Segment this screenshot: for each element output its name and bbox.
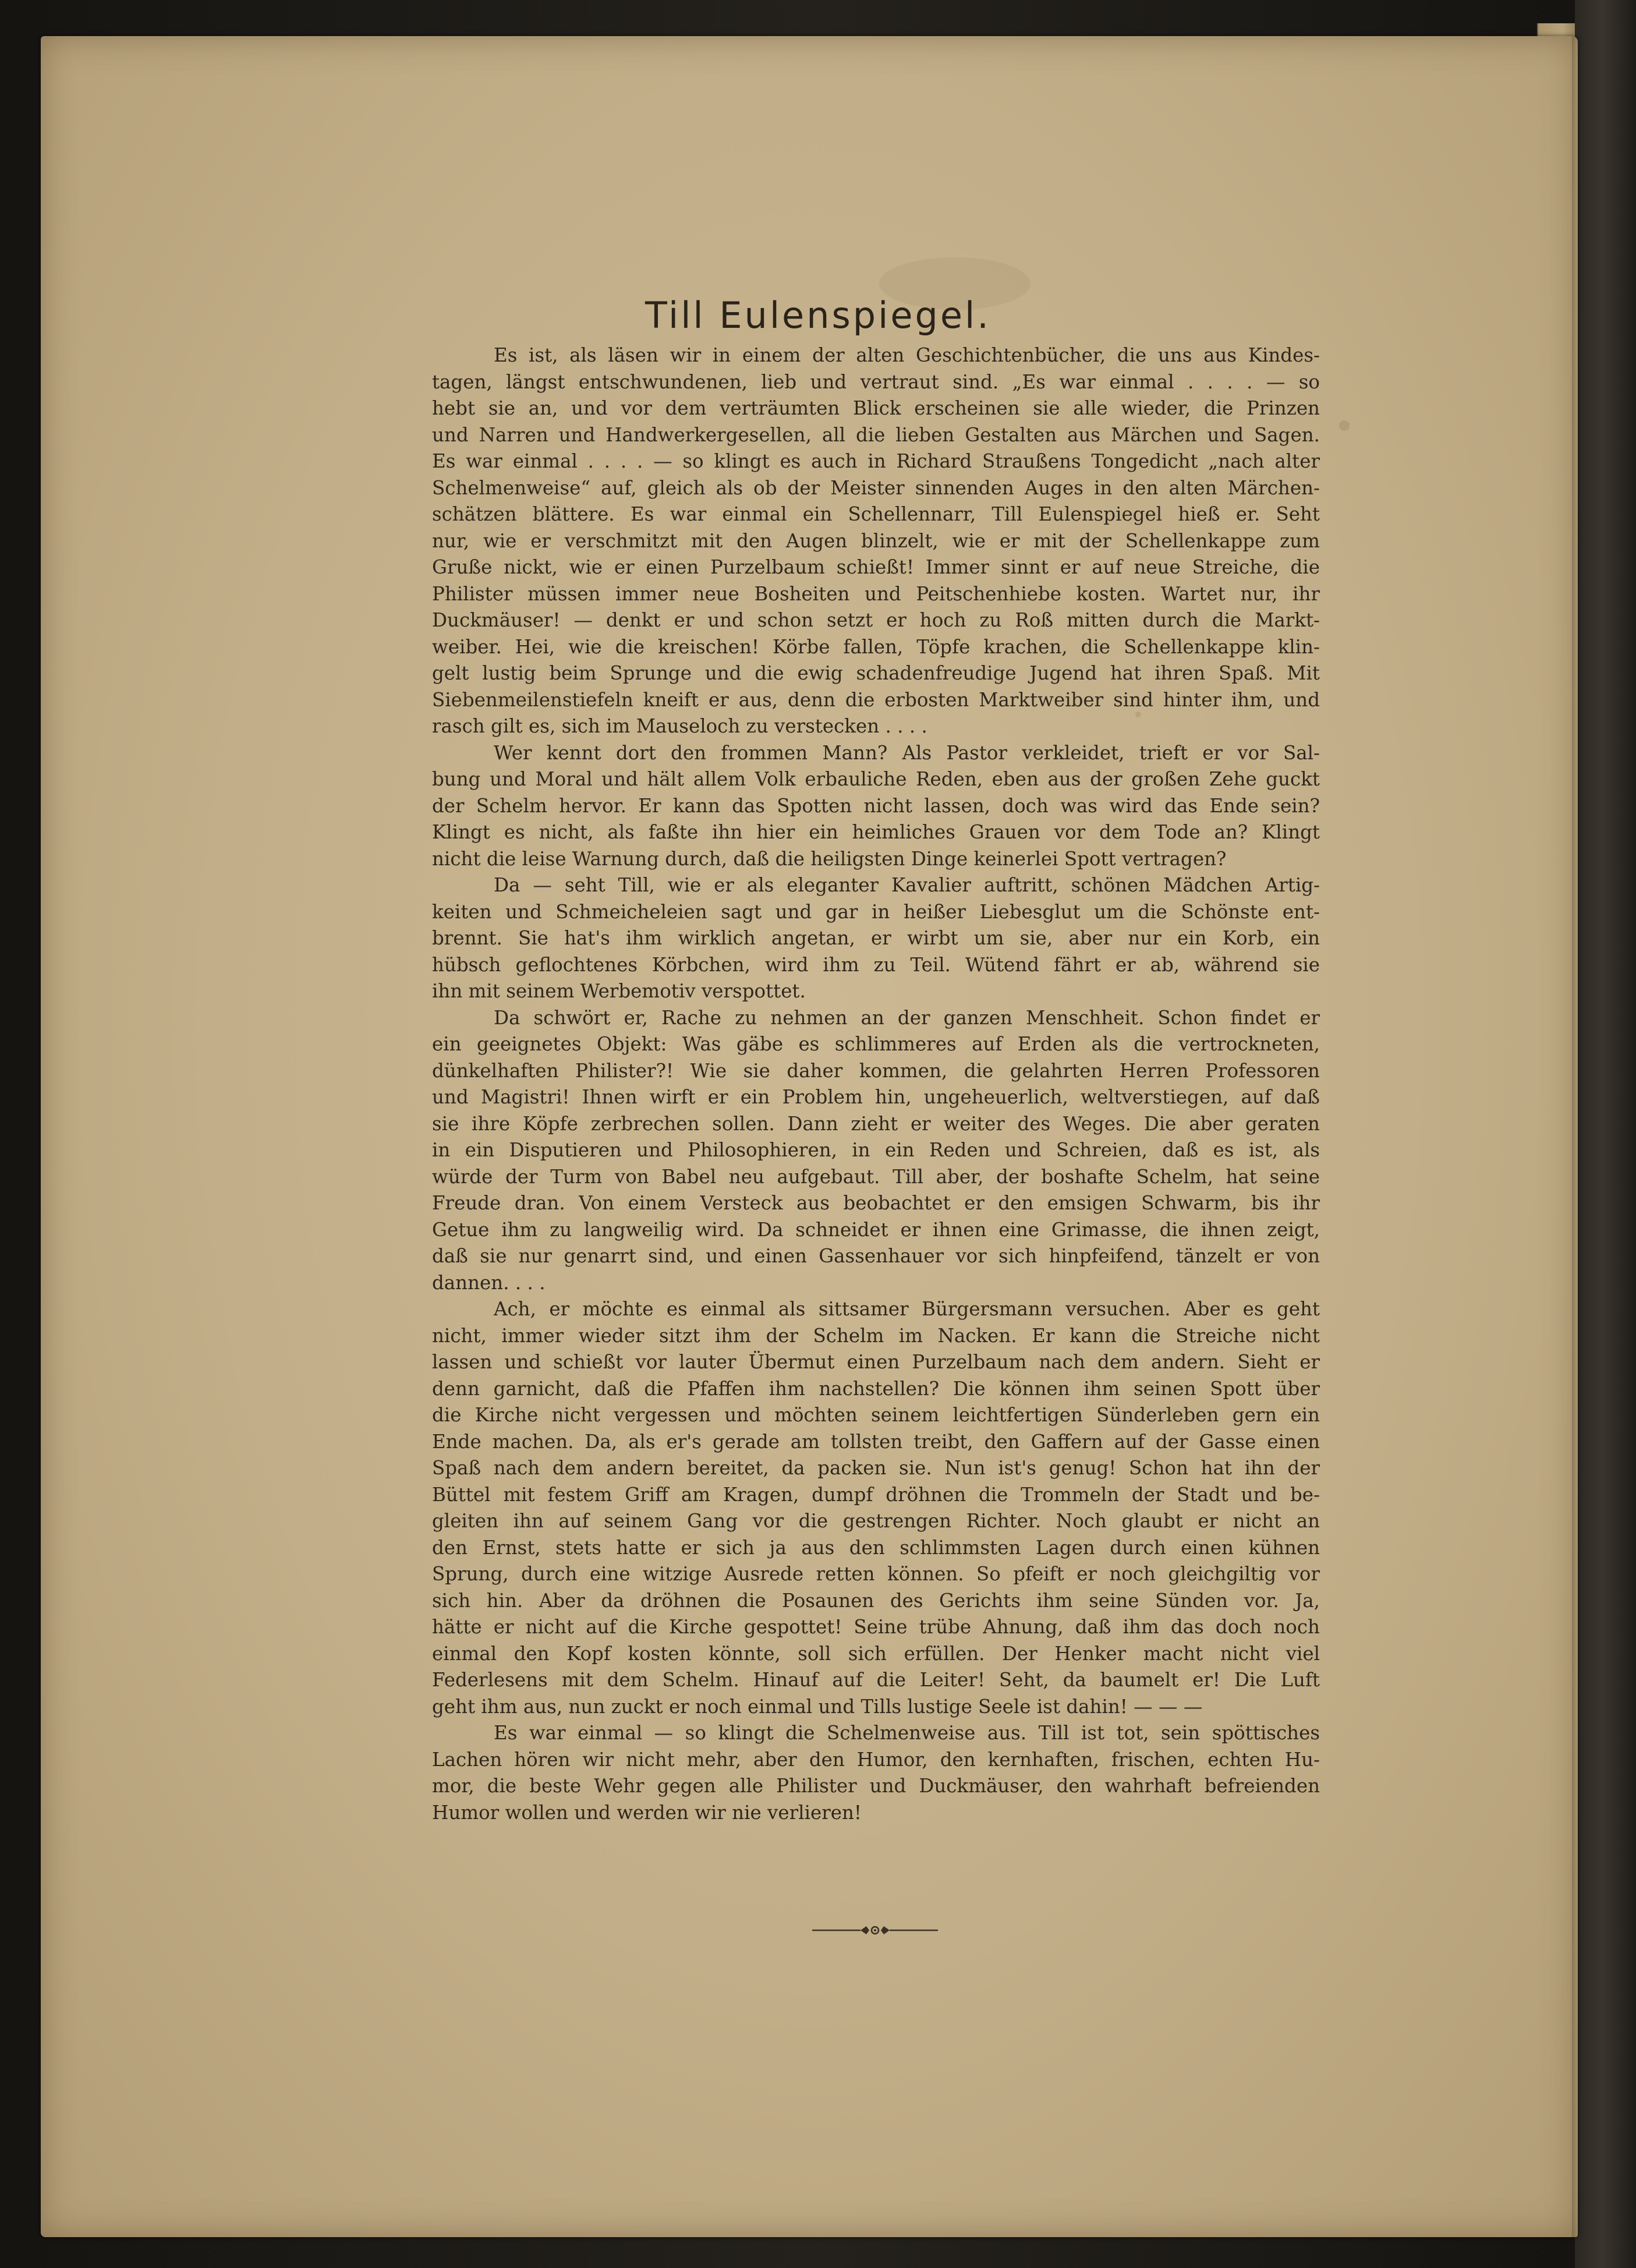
text-line: gleiten ihn auf seinem Gang vor die gestrengen Richter. Noch glaubt er nicht an [432, 1510, 1320, 1532]
text-line: Da schwört er, Rache zu nehmen an der ganzen Menschheit. Schon findet er [494, 1006, 1320, 1029]
text-line: hübsch geflochtenes Körbchen, wird ihm zu Teil. Wütend fährt er ab, während sie [432, 953, 1320, 976]
text-line: und Magistri! Ihnen wirft er ein Problem hin, ungeheuerlich, weltverstiegen, auf daß [432, 1086, 1320, 1108]
text-line: geht ihm aus, nun zuckt er noch einmal und Tills lustige Seele ist dahin! — — — [432, 1695, 1203, 1718]
text-line: Wer kennt dort den frommen Mann? Als Pastor verkleidet, trieft er vor Sal- [494, 741, 1320, 764]
text-line: sie ihre Köpfe zerbrechen sollen. Dann zieht er weiter des Weges. Die aber geraten [432, 1112, 1320, 1135]
text-line: Büttel mit festem Griff am Kragen, dumpf dröhnen die Trommeln der Stadt und be- [432, 1483, 1320, 1506]
paper-stain [1339, 420, 1350, 431]
text-line: Federlesens mit dem Schelm. Hinauf auf die Leiter! Seht, da baumelt er! Die Luft [432, 1669, 1320, 1691]
text-line: Freude dran. Von einem Versteck aus beobachtet er den emsigen Schwarm, bis ihr [432, 1192, 1320, 1214]
text-line: Sprung, durch eine witzige Ausrede retten können. So pfeift er noch gleichgiltig vor [432, 1563, 1320, 1585]
text-line: würde der Turm von Babel neu aufgebaut. Till aber, der boshafte Schelm, hat seine [432, 1165, 1320, 1188]
text-line: keiten und Schmeicheleien sagt und gar in heißer Liebesglut um die Schönste ent- [432, 900, 1320, 923]
text-line: ein geeignetes Objekt: Was gäbe es schlimmeres auf Erden als die vertrockneten, [432, 1033, 1320, 1055]
page-fold-shadow [1572, 36, 1577, 2237]
text-line: dannen. . . . [432, 1271, 546, 1294]
text-line: mor, die beste Wehr gegen alle Philister und Duckmäuser, den wahrhaft befreienden [432, 1775, 1320, 1797]
text-line: gelt lustig beim Sprunge und die ewig schadenfreudige Jugend hat ihren Spaß. Mit [432, 662, 1320, 684]
text-line: nur, wie er verschmitzt mit den Augen blinzelt, wie er mit der Schellenkappe zum [432, 529, 1320, 552]
text-line: Siebenmeilenstiefeln kneift er aus, denn die erbosten Marktweiber sind hinter ihm, und [432, 688, 1320, 711]
text-line: ihn mit seinem Werbemotiv verspottet. [432, 980, 806, 1002]
text-line: Es war einmal . . . . — so klingt es auch in Richard Straußens Tongedicht „nach alter [432, 450, 1320, 472]
text-line: Es ist, als läsen wir in einem der alten Geschichtenbücher, die uns aus Kindes- [494, 344, 1320, 366]
text-line: lassen und schießt vor lauter Übermut einen Purzelbaum nach dem andern. Sieht er [432, 1351, 1320, 1373]
text-line: Philister müssen immer neue Bosheiten und Peitschenhiebe kosten. Wartet nur, ihr [432, 582, 1320, 605]
text-line: rasch gilt es, sich im Mauseloch zu verstecken . . . . [432, 715, 927, 737]
text-line: weiber. Hei, wie die kreischen! Körbe fallen, Töpfe krachen, die Schellenkappe klin- [432, 635, 1320, 658]
text-line: daß sie nur genarrt sind, und einen Gassenhauer vor sich hinpfeifend, tänzelt er von [432, 1245, 1320, 1267]
text-line: sich hin. Aber da dröhnen die Posaunen des Gerichts ihm seine Sünden vor. Ja, [432, 1589, 1320, 1612]
text-line: Es war einmal — so klingt die Schelmenweise aus. Till ist tot, sein spöttisches [494, 1722, 1320, 1744]
text-line: brennt. Sie hat's ihm wirklich angetan, er wirbt um sie, aber nur ein Korb, ein [432, 927, 1320, 949]
end-ornament-icon [811, 1922, 939, 1939]
text-line: nicht die leise Warnung durch, daß die heiligsten Dinge keinerlei Spott vertragen? [432, 847, 1227, 870]
text-line: Humor wollen und werden wir nie verlieren! [432, 1801, 862, 1824]
text-line: die Kirche nicht vergessen und möchten seinem leichtfertigen Sünderleben gern ein [432, 1404, 1320, 1426]
text-line: dünkelhaften Philister?! Wie sie daher kommen, die gelahrten Herren Professoren [432, 1059, 1320, 1082]
text-line: Lachen hören wir nicht mehr, aber den Humor, den kernhaften, frischen, echten Hu- [432, 1748, 1320, 1771]
text-line: Klingt es nicht, als faßte ihn hier ein heimliches Grauen vor dem Tode an? Klingt [432, 821, 1320, 843]
text-line: Ende machen. Da, als er's gerade am tollsten treibt, den Gaffern auf der Gasse einen [432, 1430, 1320, 1453]
text-line: hebt sie an, und vor dem verträumten Blick erscheinen sie alle wieder, die Prinzen [432, 397, 1320, 419]
article-title: Till Eulenspiegel. [645, 294, 991, 337]
text-line: Getue ihm zu langweilig wird. Da schneidet er ihnen eine Grimasse, die ihnen zeigt, [432, 1218, 1320, 1241]
text-line: schätzen blättere. Es war einmal ein Schellennarr, Till Eulenspiegel hieß er. Seht [432, 503, 1320, 525]
article-body [432, 342, 1320, 1826]
text-line: tagen, längst entschwundenen, lieb und vertraut sind. „Es war einmal . . . . — so [432, 370, 1320, 393]
text-line: Da — seht Till, wie er als eleganter Kavalier auftritt, schönen Mädchen Artig- [494, 874, 1320, 896]
text-line: hätte er nicht auf die Kirche gespottet! Seine trübe Ahnung, daß ihm das doch noch [432, 1616, 1320, 1638]
text-line: den Ernst, stets hatte er sich ja aus den schlimmsten Lagen durch einen kühnen [432, 1536, 1320, 1559]
text-line: in ein Disputieren und Philosophieren, in ein Reden und Schreien, daß es ist, als [432, 1139, 1320, 1161]
text-line: bung und Moral und hält allem Volk erbauliche Reden, eben aus der großen Zehe guckt [432, 768, 1320, 790]
text-line: Gruße nickt, wie er einen Purzelbaum schießt! Immer sinnt er auf neue Streiche, die [432, 556, 1320, 578]
binding-edge [1575, 0, 1636, 2268]
text-line: Ach, er möchte es einmal als sittsamer Bürgersmann versuchen. Aber es geht [494, 1298, 1320, 1320]
text-line: nicht, immer wieder sitzt ihm der Schelm im Nacken. Er kann die Streiche nicht [432, 1324, 1320, 1347]
text-line: der Schelm hervor. Er kann das Spotten nicht lassen, doch was wird das Ende sein? [432, 794, 1320, 817]
text-line: einmal den Kopf kosten könnte, soll sich erfüllen. Der Henker macht nicht viel [432, 1642, 1320, 1665]
text-line: denn garnicht, daß die Pfaffen ihm nachstellen? Die können ihm seinen Spott über [432, 1377, 1320, 1400]
text-line: Spaß nach dem andern bereitet, da packen sie. Nun ist's genug! Schon hat ihn der [432, 1457, 1320, 1479]
text-line: Schelmenweise“ auf, gleich als ob der Meister sinnenden Auges in den alten Märchen- [432, 476, 1320, 499]
text-line: und Narren und Handwerkergesellen, all die lieben Gestalten aus Märchen und Sagen. [432, 423, 1320, 446]
text-line: Duckmäuser! — denkt er und schon setzt er hoch zu Roß mitten durch die Markt- [432, 609, 1320, 631]
